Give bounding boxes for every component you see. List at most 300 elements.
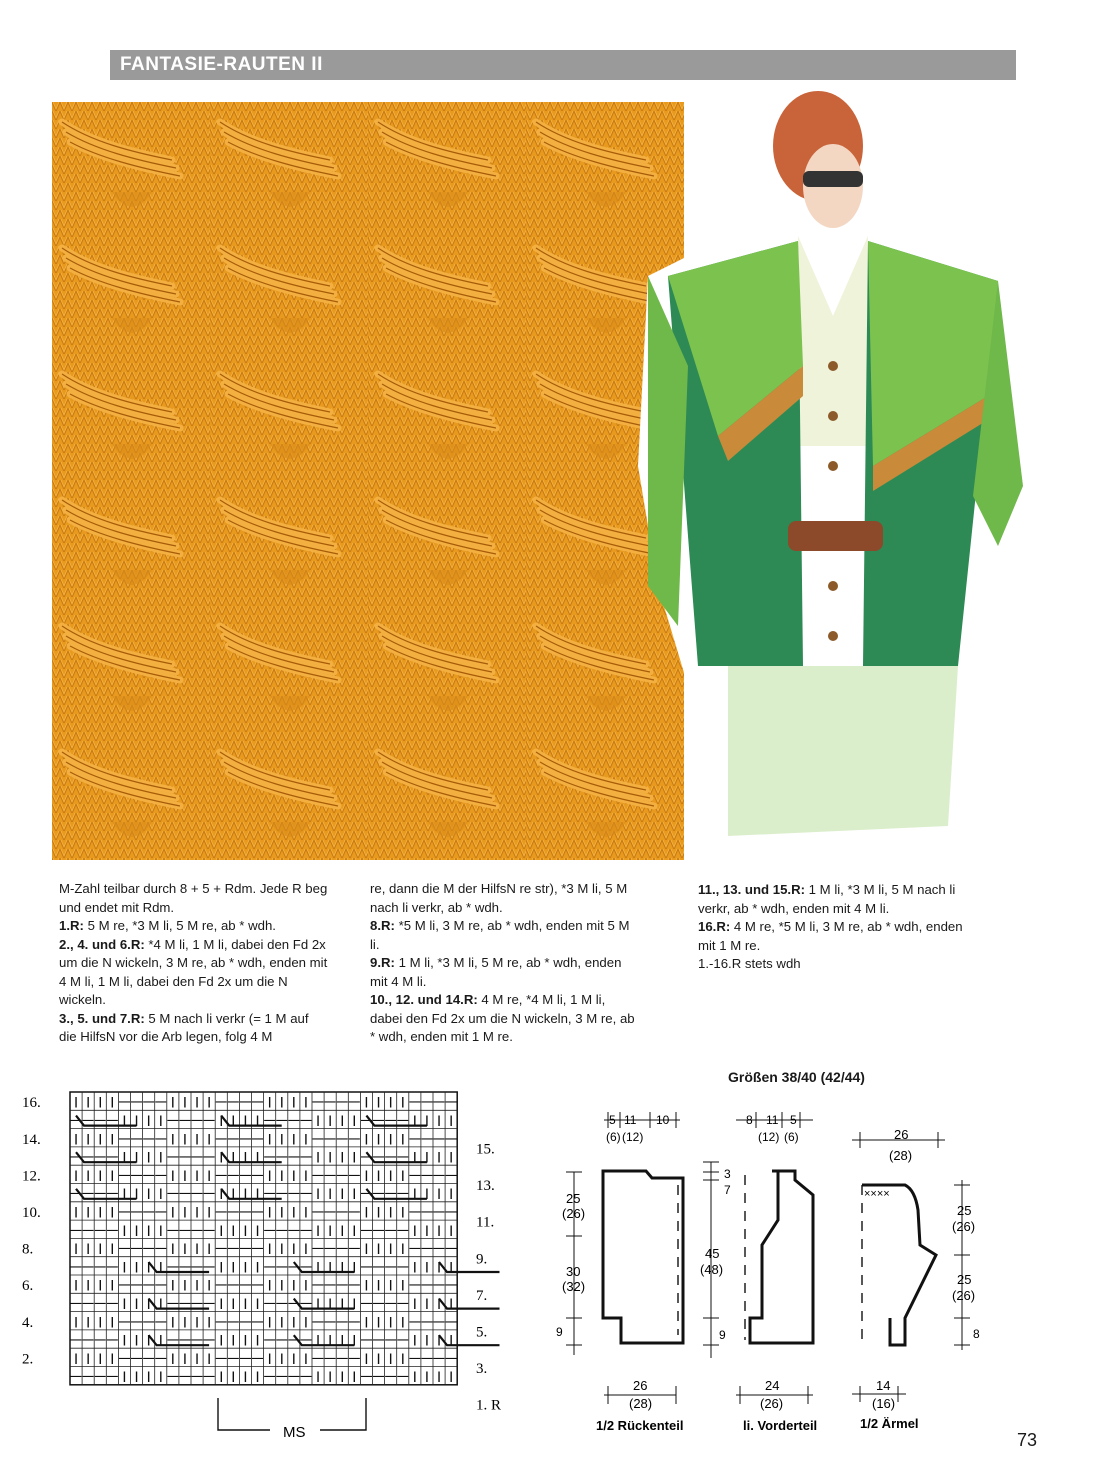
sleeve-right-2-paren: (26) xyxy=(952,1288,976,1303)
chart-stitch-symbol: — xyxy=(70,1260,82,1273)
chart-stitch-symbol: | xyxy=(219,1151,223,1164)
chart-stitch-symbol: — xyxy=(373,1334,385,1347)
front-top-1: 8 xyxy=(746,1113,753,1127)
chart-stitch-symbol: | xyxy=(110,1096,114,1109)
chart-stitch-symbol: — xyxy=(94,1297,106,1310)
chart-stitch-symbol: | xyxy=(74,1096,78,1109)
chart-stitch-symbol: — xyxy=(215,1132,227,1145)
chart-stitch-symbol: | xyxy=(413,1334,417,1347)
chart-stitch-symbol: — xyxy=(203,1151,215,1164)
chart-stitch-symbol: | xyxy=(352,1224,356,1237)
chart-stitch-symbol: | xyxy=(86,1205,90,1218)
chart-stitch-symbol: | xyxy=(437,1297,441,1310)
chart-stitch-symbol: | xyxy=(268,1352,272,1365)
row-label: 1.R: xyxy=(59,918,84,933)
chart-stitch-symbol: | xyxy=(413,1224,417,1237)
chart-stitch-symbol: | xyxy=(183,1205,187,1218)
chart-stitch-symbol: — xyxy=(131,1352,143,1365)
instruction-text: re, dann die M der HilfsN re str), *3 M li, 5 M nach li verkr, ab * wdh. xyxy=(370,881,628,915)
chart-stitch-symbol: — xyxy=(82,1260,94,1273)
chart-stitch-symbol: | xyxy=(401,1205,405,1218)
chart-stitch-symbol: | xyxy=(135,1151,139,1164)
chart-stitch-symbol: — xyxy=(385,1334,397,1347)
chart-stitch-symbol: | xyxy=(74,1315,78,1328)
instruction-paragraph xyxy=(698,955,968,974)
chart-stitch-symbol: | xyxy=(147,1260,151,1273)
chart-stitch-symbol: | xyxy=(364,1352,368,1365)
row-label: 11., 13. und 15.R: xyxy=(698,882,806,897)
chart-stitch-symbol: — xyxy=(167,1114,179,1127)
chart-stitch-symbol: — xyxy=(131,1242,143,1255)
chart-stitch-symbol: — xyxy=(70,1334,82,1347)
chart-stitch-symbol: — xyxy=(300,1224,312,1237)
chart-stitch-symbol: | xyxy=(74,1279,78,1292)
chart-stitch-symbol: — xyxy=(324,1169,336,1182)
chart-stitch-symbol: — xyxy=(179,1151,191,1164)
chart-stitch-symbol: — xyxy=(94,1224,106,1237)
chart-stitch-symbol: — xyxy=(179,1187,191,1200)
chart-stitch-symbol: — xyxy=(336,1169,348,1182)
chart-stitch-symbol: — xyxy=(397,1334,409,1347)
chart-stitch-symbol: | xyxy=(413,1260,417,1273)
chart-stitch-symbol: — xyxy=(348,1096,360,1109)
chart-stitch-symbol: — xyxy=(373,1297,385,1310)
chart-stitch-symbol: — xyxy=(143,1205,155,1218)
chart-stitch-symbol: — xyxy=(203,1260,215,1273)
chart-stitch-symbol: — xyxy=(336,1242,348,1255)
chart-stitch-symbol: | xyxy=(256,1114,260,1127)
chart-stitch-symbol: | xyxy=(280,1205,284,1218)
chart-row-label-left: 14. xyxy=(22,1131,41,1148)
chart-stitch-symbol: — xyxy=(312,1315,324,1328)
chart-stitch-symbol: — xyxy=(179,1370,191,1383)
row-label: 3., 5. und 7.R: xyxy=(59,1010,145,1026)
chart-stitch-symbol: | xyxy=(256,1297,260,1310)
chart-stitch-symbol: | xyxy=(231,1260,235,1273)
chart-stitch-symbol: | xyxy=(231,1370,235,1383)
chart-stitch-symbol: — xyxy=(106,1297,118,1310)
chart-stitch-symbol: | xyxy=(425,1297,429,1310)
front-bottom: 24 xyxy=(765,1378,780,1393)
chart-stitch-symbol: | xyxy=(219,1187,223,1200)
chart-stitch-symbol: — xyxy=(385,1260,397,1273)
chart-stitch-symbol: — xyxy=(397,1260,409,1273)
chart-stitch-symbol: | xyxy=(425,1334,429,1347)
chart-stitch-symbol: | xyxy=(292,1132,296,1145)
chart-stitch-symbol: | xyxy=(280,1169,284,1182)
chart-stitch-symbol: | xyxy=(413,1114,417,1127)
chart-stitch-symbol: | xyxy=(425,1151,429,1164)
chart-stitch-symbol: | xyxy=(280,1242,284,1255)
chart-stitch-symbol: — xyxy=(167,1187,179,1200)
chart-stitch-symbol: | xyxy=(340,1187,344,1200)
chart-stitch-symbol: — xyxy=(312,1205,324,1218)
chart-row-label-left: 2. xyxy=(22,1351,34,1368)
chart-stitch-symbol: — xyxy=(227,1096,239,1109)
chart-stitch-symbol: | xyxy=(340,1224,344,1237)
chart-stitch-symbol: — xyxy=(288,1260,300,1273)
chart-stitch-symbol: — xyxy=(300,1297,312,1310)
chart-stitch-symbol: | xyxy=(231,1151,235,1164)
chart-stitch-symbol: | xyxy=(183,1315,187,1328)
chart-stitch-symbol: | xyxy=(340,1260,344,1273)
chart-stitch-symbol: — xyxy=(179,1260,191,1273)
chart-stitch-symbol: — xyxy=(227,1242,239,1255)
chart-stitch-symbol: | xyxy=(425,1260,429,1273)
chart-stitch-symbol: — xyxy=(167,1151,179,1164)
front-left-3-paren: (48) xyxy=(700,1262,724,1277)
chart-stitch-symbol: — xyxy=(191,1114,203,1127)
chart-stitch-symbol: | xyxy=(352,1370,356,1383)
chart-stitch-symbol: | xyxy=(268,1132,272,1145)
chart-stitch-symbol: | xyxy=(159,1114,163,1127)
chart-stitch-symbol: — xyxy=(373,1370,385,1383)
chart-stitch-symbol: — xyxy=(155,1352,167,1365)
chart-stitch-symbol: — xyxy=(70,1114,82,1127)
chart-stitch-symbol: | xyxy=(135,1187,139,1200)
chart-stitch-symbol: — xyxy=(118,1096,130,1109)
chart-stitch-symbol: — xyxy=(215,1315,227,1328)
chart-stitch-symbol: | xyxy=(425,1370,429,1383)
chart-stitch-symbol: — xyxy=(397,1370,409,1383)
back-top-3: 10 xyxy=(656,1113,670,1127)
chart-stitch-symbol: — xyxy=(421,1096,433,1109)
chart-stitch-symbol: | xyxy=(86,1352,90,1365)
instruction-text: 4 M re, *5 M li, 3 M re, ab * wdh, enden mit 1 M re. xyxy=(698,919,963,953)
chart-stitch-symbol: | xyxy=(377,1096,381,1109)
chart-stitch-symbol: — xyxy=(433,1169,445,1182)
chart-stitch-symbol: — xyxy=(264,1187,276,1200)
instruction-paragraph xyxy=(370,917,640,954)
chart-stitch-symbol: — xyxy=(203,1224,215,1237)
back-left-1: 25 xyxy=(566,1191,581,1206)
chart-stitch-symbol: | xyxy=(207,1242,211,1255)
chart-stitch-symbol: | xyxy=(159,1334,163,1347)
chart-stitch-symbol: | xyxy=(195,1205,199,1218)
chart-stitch-symbol: | xyxy=(352,1260,356,1273)
chart-stitch-symbol: — xyxy=(70,1297,82,1310)
chart-stitch-symbol: — xyxy=(385,1370,397,1383)
chart-stitch-symbol: | xyxy=(389,1279,393,1292)
chart-stitch-symbol: | xyxy=(159,1297,163,1310)
chart-stitch-symbol: — xyxy=(445,1279,457,1292)
chart-stitch-symbol: — xyxy=(360,1260,372,1273)
chart-stitch-symbol: | xyxy=(219,1334,223,1347)
sleeve-caption: 1/2 Ärmel xyxy=(860,1416,919,1431)
chart-stitch-symbol: | xyxy=(195,1352,199,1365)
chart-stitch-symbol: — xyxy=(336,1279,348,1292)
chart-stitch-symbol: — xyxy=(300,1187,312,1200)
chart-stitch-symbol: — xyxy=(409,1169,421,1182)
chart-stitch-symbol: — xyxy=(155,1279,167,1292)
chart-stitch-symbol: | xyxy=(207,1352,211,1365)
chart-stitch-symbol: — xyxy=(179,1224,191,1237)
chart-stitch-symbol: | xyxy=(159,1187,163,1200)
chart-stitch-symbol: | xyxy=(425,1114,429,1127)
chart-stitch-symbol: | xyxy=(171,1242,175,1255)
chart-stitch-symbol: | xyxy=(207,1205,211,1218)
chart-stitch-symbol: — xyxy=(276,1334,288,1347)
instruction-paragraph xyxy=(59,880,329,917)
chart-stitch-symbol: | xyxy=(243,1297,247,1310)
chart-stitch-symbol: | xyxy=(122,1151,126,1164)
chart-stitch-symbol: — xyxy=(227,1279,239,1292)
chart-stitch-symbol: | xyxy=(352,1151,356,1164)
chart-stitch-symbol: — xyxy=(348,1242,360,1255)
front-top-2: 11 xyxy=(766,1113,779,1127)
chart-stitch-symbol: | xyxy=(413,1297,417,1310)
chart-stitch-symbol: — xyxy=(324,1132,336,1145)
chart-stitch-symbol: | xyxy=(268,1169,272,1182)
chart-stitch-symbol: — xyxy=(215,1169,227,1182)
chart-stitch-symbol: — xyxy=(421,1169,433,1182)
chart-stitch-symbol: | xyxy=(219,1224,223,1237)
chart-stitch-symbol: — xyxy=(106,1187,118,1200)
chart-stitch-symbol: — xyxy=(409,1096,421,1109)
chart-stitch-symbol: | xyxy=(135,1297,139,1310)
chart-stitch-symbol: — xyxy=(131,1315,143,1328)
chart-stitch-symbol: | xyxy=(304,1205,308,1218)
chart-stitch-symbol: | xyxy=(110,1279,114,1292)
chart-row-label-left: 8. xyxy=(22,1241,34,1258)
chart-stitch-symbol: | xyxy=(316,1187,320,1200)
chart-stitch-symbol: — xyxy=(300,1151,312,1164)
chart-stitch-symbol: — xyxy=(300,1260,312,1273)
chart-stitch-symbol: | xyxy=(171,1315,175,1328)
chart-stitch-symbol: | xyxy=(352,1297,356,1310)
chart-stitch-symbol: — xyxy=(94,1260,106,1273)
chart-stitch-symbol: | xyxy=(413,1370,417,1383)
chart-stitch-symbol: — xyxy=(203,1334,215,1347)
instruction-text: 5 M re, *3 M li, 5 M re, ab * wdh. xyxy=(83,918,276,933)
chart-stitch-symbol: | xyxy=(135,1114,139,1127)
back-bottom-paren: (28) xyxy=(629,1396,653,1411)
chart-stitch-symbol: | xyxy=(352,1114,356,1127)
chart-stitch-symbol: — xyxy=(312,1279,324,1292)
chart-stitch-symbol: — xyxy=(191,1151,203,1164)
chart-stitch-symbol: | xyxy=(122,1370,126,1383)
chart-stitch-symbol: | xyxy=(340,1370,344,1383)
back-piece-schematic xyxy=(556,1112,683,1433)
chart-stitch-symbol: | xyxy=(243,1260,247,1273)
chart-stitch-symbol: | xyxy=(364,1132,368,1145)
chart-stitch-symbol: | xyxy=(449,1370,453,1383)
chart-stitch-symbol: — xyxy=(215,1279,227,1292)
chart-stitch-symbol: — xyxy=(409,1242,421,1255)
chart-stitch-symbol: — xyxy=(348,1279,360,1292)
chart-stitch-symbol: — xyxy=(445,1132,457,1145)
chart-stitch-symbol: | xyxy=(122,1334,126,1347)
chart-stitch-symbol: — xyxy=(155,1315,167,1328)
row-label: 16.R: xyxy=(698,919,731,934)
chart-stitch-symbol: | xyxy=(389,1352,393,1365)
chart-stitch-symbol: — xyxy=(82,1370,94,1383)
instruction-text: 1 M li, *3 M li, 5 M nach li verkr, ab * wdh, enden mit 4 M li. xyxy=(698,882,956,916)
chart-stitch-symbol: — xyxy=(70,1151,82,1164)
chart-stitch-symbol: — xyxy=(433,1096,445,1109)
chart-stitch-symbol: | xyxy=(316,1114,320,1127)
chart-stitch-symbol: — xyxy=(215,1242,227,1255)
chart-stitch-symbol: — xyxy=(276,1187,288,1200)
chart-stitch-symbol: — xyxy=(155,1169,167,1182)
chart-row-label-left: 4. xyxy=(22,1314,34,1331)
chart-stitch-symbol: — xyxy=(324,1242,336,1255)
chart-stitch-symbol: — xyxy=(336,1205,348,1218)
chart-stitch-symbol: — xyxy=(191,1370,203,1383)
chart-stitch-symbol: — xyxy=(264,1151,276,1164)
chart-stitch-symbol: — xyxy=(252,1169,264,1182)
chart-stitch-symbol: — xyxy=(385,1114,397,1127)
chart-stitch-symbol: | xyxy=(425,1187,429,1200)
chart-stitch-symbol: — xyxy=(131,1279,143,1292)
chart-stitch-symbol: | xyxy=(389,1169,393,1182)
chart-stitch-symbol: — xyxy=(94,1370,106,1383)
chart-stitch-symbol: — xyxy=(118,1279,130,1292)
chart-stitch-symbol: — xyxy=(155,1242,167,1255)
front-caption: li. Vorderteil xyxy=(743,1418,818,1433)
chart-stitch-symbol: | xyxy=(256,1370,260,1383)
chart-stitch-symbol: | xyxy=(316,1260,320,1273)
chart-stitch-symbol: — xyxy=(155,1205,167,1218)
chart-stitch-symbol: — xyxy=(191,1260,203,1273)
chart-stitch-symbol: | xyxy=(328,1297,332,1310)
chart-stitch-symbol: — xyxy=(239,1096,251,1109)
chart-stitch-symbol: | xyxy=(147,1334,151,1347)
chart-stitch-symbol: — xyxy=(397,1224,409,1237)
chart-stitch-symbol: | xyxy=(316,1370,320,1383)
back-top-1: 5 xyxy=(609,1113,616,1127)
instruction-paragraph xyxy=(370,991,640,1047)
chart-stitch-symbol: | xyxy=(364,1242,368,1255)
chart-stitch-symbol: | xyxy=(110,1169,114,1182)
chart-stitch-symbol: — xyxy=(118,1132,130,1145)
chart-stitch-symbol: | xyxy=(292,1242,296,1255)
chart-stitch-symbol: — xyxy=(70,1370,82,1383)
chart-row-label-right: 9. xyxy=(476,1251,488,1268)
chart-stitch-symbol: — xyxy=(252,1315,264,1328)
chart-row-label-right: 5. xyxy=(476,1324,488,1341)
sleeve-right-2: 25 xyxy=(957,1272,972,1287)
chart-stitch-symbol: | xyxy=(364,1205,368,1218)
chart-stitch-symbol: | xyxy=(425,1224,429,1237)
chart-stitch-symbol: — xyxy=(324,1096,336,1109)
chart-stitch-symbol: — xyxy=(276,1114,288,1127)
chart-stitch-symbol: — xyxy=(385,1187,397,1200)
chart-stitch-symbol: | xyxy=(122,1187,126,1200)
chart-stitch-symbol: | xyxy=(74,1352,78,1365)
chart-stitch-symbol: | xyxy=(401,1315,405,1328)
chart-stitch-symbol: — xyxy=(143,1352,155,1365)
chart-stitch-symbol: | xyxy=(449,1114,453,1127)
chart-stitch-symbol: | xyxy=(74,1132,78,1145)
chart-stitch-symbol: — xyxy=(143,1132,155,1145)
row-label: 9.R: xyxy=(370,955,395,970)
chart-stitch-symbol: | xyxy=(243,1114,247,1127)
chart-stitch-symbol: | xyxy=(243,1224,247,1237)
chart-row-label-left: 10. xyxy=(22,1204,41,1221)
chart-stitch-symbol: | xyxy=(449,1334,453,1347)
chart-stitch-symbol: — xyxy=(70,1187,82,1200)
chart-stitch-symbol: | xyxy=(98,1205,102,1218)
chart-stitch-symbol: — xyxy=(276,1297,288,1310)
back-left-3: 9 xyxy=(556,1325,563,1339)
chart-stitch-symbol: | xyxy=(183,1096,187,1109)
chart-stitch-symbol: — xyxy=(252,1352,264,1365)
chart-stitch-symbol: — xyxy=(252,1205,264,1218)
front-piece-schematic xyxy=(700,1112,817,1433)
chart-stitch-symbol: — xyxy=(445,1315,457,1328)
instruction-text: 4 M re, *4 M li, 1 M li, dabei den Fd 2x um die N wickeln, 3 M re, ab * wdh, enden mit 1 M re. xyxy=(370,992,635,1044)
chart-stitch-symbol: | xyxy=(110,1315,114,1328)
chart-stitch-symbol: | xyxy=(147,1114,151,1127)
chart-stitch-symbol: | xyxy=(98,1169,102,1182)
chart-stitch-symbol: — xyxy=(360,1114,372,1127)
chart-stitch-symbol: | xyxy=(413,1187,417,1200)
chart-stitch-symbol: | xyxy=(207,1132,211,1145)
row-label: 10., 12. und 14.R: xyxy=(370,992,478,1007)
chart-stitch-symbol: | xyxy=(219,1260,223,1273)
chart-stitch-symbol: | xyxy=(389,1205,393,1218)
chart-stitch-symbol: | xyxy=(328,1370,332,1383)
instruction-text: *4 M li, 1 M li, dabei den Fd 2x um die N wickeln, 3 M re, ab * wdh, enden mit 4 M li, 1 M li, dabei den Fd 2x um die N wickeln. xyxy=(59,936,328,1007)
chart-stitch-symbol: | xyxy=(401,1132,405,1145)
chart-stitch-symbol: | xyxy=(316,1334,320,1347)
chart-stitch-symbol: — xyxy=(179,1114,191,1127)
chart-stitch-symbol: — xyxy=(300,1334,312,1347)
chart-stitch-symbol: — xyxy=(324,1315,336,1328)
chart-stitch-symbol: — xyxy=(421,1205,433,1218)
chart-stitch-symbol: — xyxy=(264,1224,276,1237)
chart-stitch-symbol: — xyxy=(360,1224,372,1237)
instruction-text: 1 M li, *3 M li, 5 M re, ab * wdh, enden mit 4 M li. xyxy=(370,955,622,989)
chart-stitch-symbol: — xyxy=(445,1242,457,1255)
chart-stitch-symbol: — xyxy=(82,1334,94,1347)
chart-stitch-symbol: | xyxy=(74,1242,78,1255)
sleeve-bottom-paren: (16) xyxy=(872,1396,896,1411)
page-title: FANTASIE-RAUTEN II xyxy=(120,54,323,75)
chart-stitch-symbol: — xyxy=(445,1352,457,1365)
chart-stitch-symbol: — xyxy=(409,1352,421,1365)
chart-stitch-symbol: — xyxy=(179,1297,191,1310)
chart-stitch-symbol: | xyxy=(195,1279,199,1292)
chart-stitch-symbol: | xyxy=(256,1224,260,1237)
chart-stitch-symbol: | xyxy=(219,1297,223,1310)
chart-stitch-symbol: — xyxy=(227,1169,239,1182)
chart-stitch-symbol: — xyxy=(131,1096,143,1109)
chart-stitch-symbol: — xyxy=(264,1370,276,1383)
chart-stitch-symbol: | xyxy=(171,1279,175,1292)
chart-stitch-symbol: | xyxy=(449,1224,453,1237)
chart-stitch-symbol: | xyxy=(171,1132,175,1145)
chart-stitch-symbol: — xyxy=(336,1096,348,1109)
chart-stitch-symbol: — xyxy=(191,1224,203,1237)
chart-stitch-symbol: | xyxy=(280,1096,284,1109)
chart-stitch-symbol: | xyxy=(437,1151,441,1164)
chart-stitch-symbol: | xyxy=(401,1242,405,1255)
chart-stitch-symbol: — xyxy=(421,1132,433,1145)
chart-stitch-symbol: | xyxy=(183,1132,187,1145)
chart-stitch-symbol: | xyxy=(98,1096,102,1109)
chart-stitch-symbol: — xyxy=(433,1132,445,1145)
sleeve-top-paren: (28) xyxy=(889,1148,913,1163)
chart-stitch-symbol: | xyxy=(183,1242,187,1255)
chart-stitch-symbol: | xyxy=(328,1260,332,1273)
chart-stitch-symbol: | xyxy=(86,1315,90,1328)
repeat-label: MS xyxy=(283,1424,306,1441)
chart-stitch-symbol: | xyxy=(268,1205,272,1218)
back-top-paren-1: (6) xyxy=(606,1130,621,1144)
chart-stitch-symbol: — xyxy=(324,1205,336,1218)
